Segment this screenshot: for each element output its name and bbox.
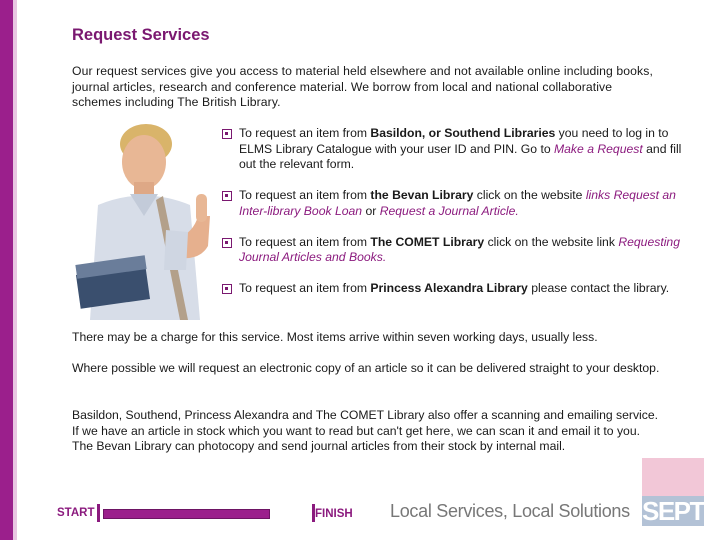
bullet-text-pre: To request an item from [239, 188, 371, 203]
bullet-text-mid: click on the website [473, 188, 586, 203]
checkbox-square-icon [222, 238, 232, 248]
logo-text: SEPT [642, 496, 704, 526]
scanning-paragraph: Basildon, Southend, Princess Alexandra and The COMET Library also offer a scanning and emailing service. If we have an article in stock which you want to read but can't get here, we can scan it and email it to you. The Bevan Library can photocopy and send journal articles from their stock by internal mail. [72, 408, 659, 454]
library-name: Basildon, or Southend Libraries [370, 126, 556, 140]
journal-article-link[interactable]: Request a Journal Article. [379, 203, 519, 218]
list-item [222, 235, 692, 266]
logo-pink-block [642, 458, 704, 496]
progress-cap-left [97, 504, 100, 522]
bullet-text-mid: click on the website link [484, 234, 619, 249]
bullet-text-pre: To request an item from [239, 234, 371, 249]
bullet-text-post: and fill out the relevant form. [239, 141, 682, 172]
bullet-text-mid: you need to log in to ELMS Library Catalogue with your user ID and PIN. Go to [239, 126, 669, 156]
electronic-copy-paragraph: Where possible we will request an electronic copy of an article so it can be delivered straight to your desktop. [72, 361, 660, 375]
left-accent-bar [0, 0, 13, 540]
library-name: The COMET Library [370, 234, 485, 249]
intro-paragraph: Our request services give you access to material held elsewhere and not available online including books, journal articles, research and conference material. We borrow from local and national collaborative schemes including The British Library. [72, 64, 653, 110]
list-item [222, 188, 692, 219]
journal-articles-and-books-link[interactable]: Requesting Journal Articles and Books. [239, 234, 680, 265]
library-name: Princess Alexandra Library [370, 281, 528, 296]
student-thumbs-up-photo [68, 120, 223, 320]
checkbox-square-icon [222, 284, 232, 294]
sept-logo [642, 458, 704, 526]
library-name: the Bevan Library [370, 188, 474, 203]
list-item [222, 281, 692, 297]
progress-track [97, 504, 315, 522]
inter-library-book-loan-link[interactable]: links Request an Inter-library Book Loan [239, 188, 676, 218]
list-item [222, 126, 692, 173]
progress-bar-fill [103, 509, 270, 519]
page-title: Request Services [72, 26, 210, 44]
progress-finish-label: FINISH [315, 508, 353, 520]
bullet-text-pre: To request an item from [239, 126, 371, 140]
bullet-text-mid: please contact the library. [527, 281, 670, 296]
charge-paragraph: There may be a charge for this service. Most items arrive within seven working days, usually less. [72, 330, 598, 344]
left-accent-bar-light [13, 0, 17, 540]
bullet-text-between: or [362, 203, 380, 218]
make-a-request-link[interactable]: Make a Request [554, 141, 643, 156]
checkbox-square-icon [222, 129, 232, 139]
request-options-list [222, 126, 692, 312]
checkbox-square-icon [222, 191, 232, 201]
footer-tagline: Local Services, Local Solutions [390, 501, 630, 521]
bullet-text-pre: To request an item from [239, 281, 371, 296]
progress-start-label: START [57, 507, 95, 519]
